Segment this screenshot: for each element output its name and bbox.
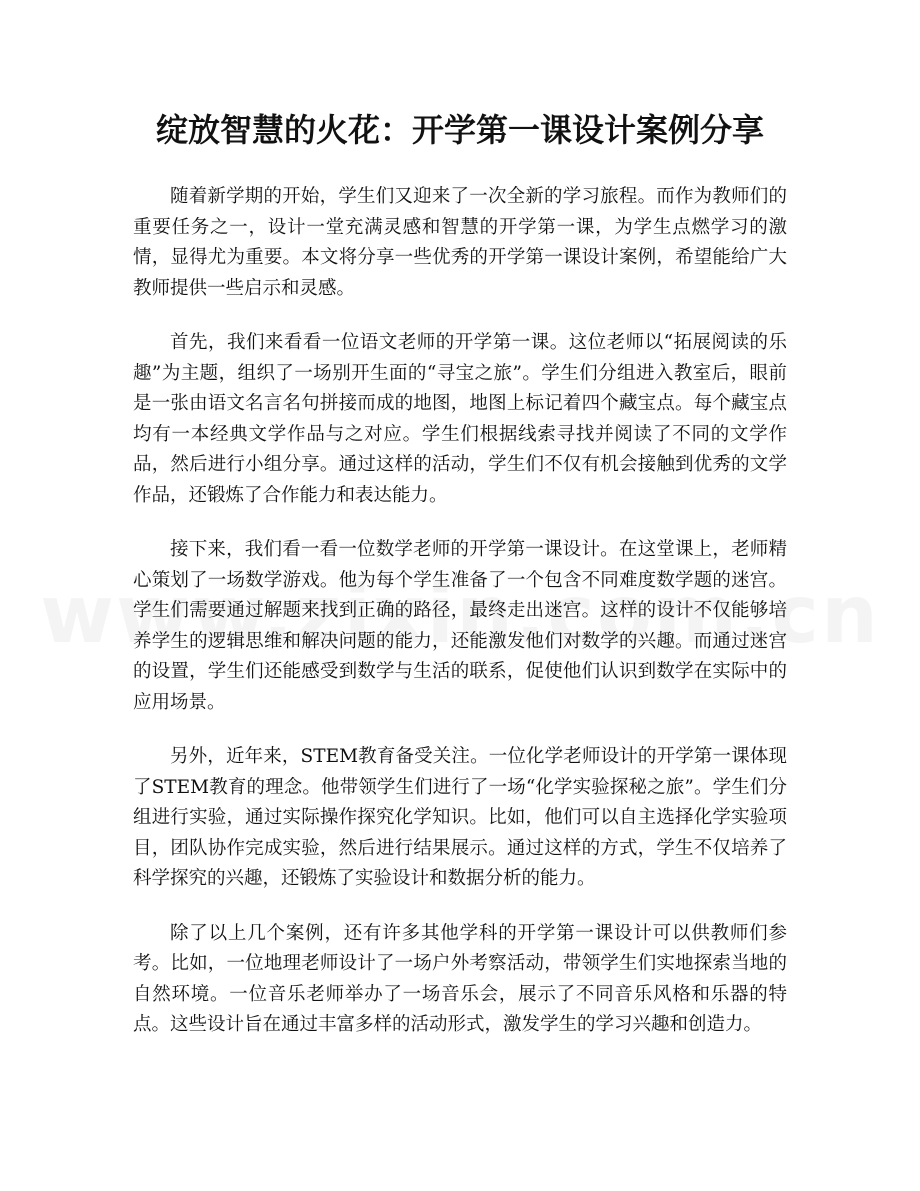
paragraph-chinese-teacher: 首先，我们来看看一位语文老师的开学第一课。这位老师以“拓展阅读的乐趣”为主题，组织了一场别开生面的“寻宝之旅”。学生们分组进入教室后，眼前是一张由语文名言名句拼接而成的地图，地图上标记着四个藏宝点。每个藏宝点均有一本经典文学作品与之对应。学生们根据线索寻找并阅读了不同的文学作品，然后进行小组分享。通过这样的活动，学生们不仅有机会接触到优秀的文学作品，还锻炼了合作能力和表达能力。 bbox=[133, 332, 787, 506]
paragraph-math-teacher: 接下来，我们看一看一位数学老师的开学第一课设计。在这堂课上，老师精心策划了一场数学游戏。他为每个学生准备了一个包含不同难度数学题的迷宫。学生们需要通过解题来找到正确的路径，最终走出迷宫。这样的设计不仅能够培养学生的逻辑思维和解决问题的能力，还能激发他们对数学的兴趣。而通过迷宫的设置，学生们还能感受到数学与生活的联系，促使他们认识到数学在实际中的应用场景。 bbox=[133, 539, 787, 713]
document-title: 绽放智慧的火花：开学第一课设计案例分享 bbox=[155, 111, 764, 149]
paragraph-stem-chemistry: 另外，近年来，STEM教育备受关注。一位化学老师设计的开学第一课体现了STEM教育的理念。他带领学生们进行了一场“化学实验探秘之旅”。学生们分组进行实验，通过实际操作探究化学知识。比如，他们可以自主选择化学实验项目，团队协作完成实验，然后进行结果展示。通过这样的方式，学生不仅培养了科学探究的兴趣，还锻炼了实验设计和数据分析的能力。 bbox=[133, 746, 787, 889]
paragraph-other-subjects: 除了以上几个案例，还有许多其他学科的开学第一课设计可以供教师们参考。比如，一位地理老师设计了一场户外考察活动，带领学生们实地探索当地的自然环境。一位音乐老师举办了一场音乐会，展示了不同音乐风格和乐器的特点。这些设计旨在通过丰富多样的活动形式，激发学生的学习兴趣和创造力。 bbox=[133, 922, 787, 1035]
document-body bbox=[133, 182, 787, 1065]
paragraph-intro: 随着新学期的开始，学生们又迎来了一次全新的学习旅程。而作为教师们的重要任务之一，设计一堂充满灵感和智慧的开学第一课，为学生点燃学习的激情，显得尤为重要。本文将分享一些优秀的开学第一课设计案例，希望能给广大教师提供一些启示和灵感。 bbox=[133, 186, 787, 299]
